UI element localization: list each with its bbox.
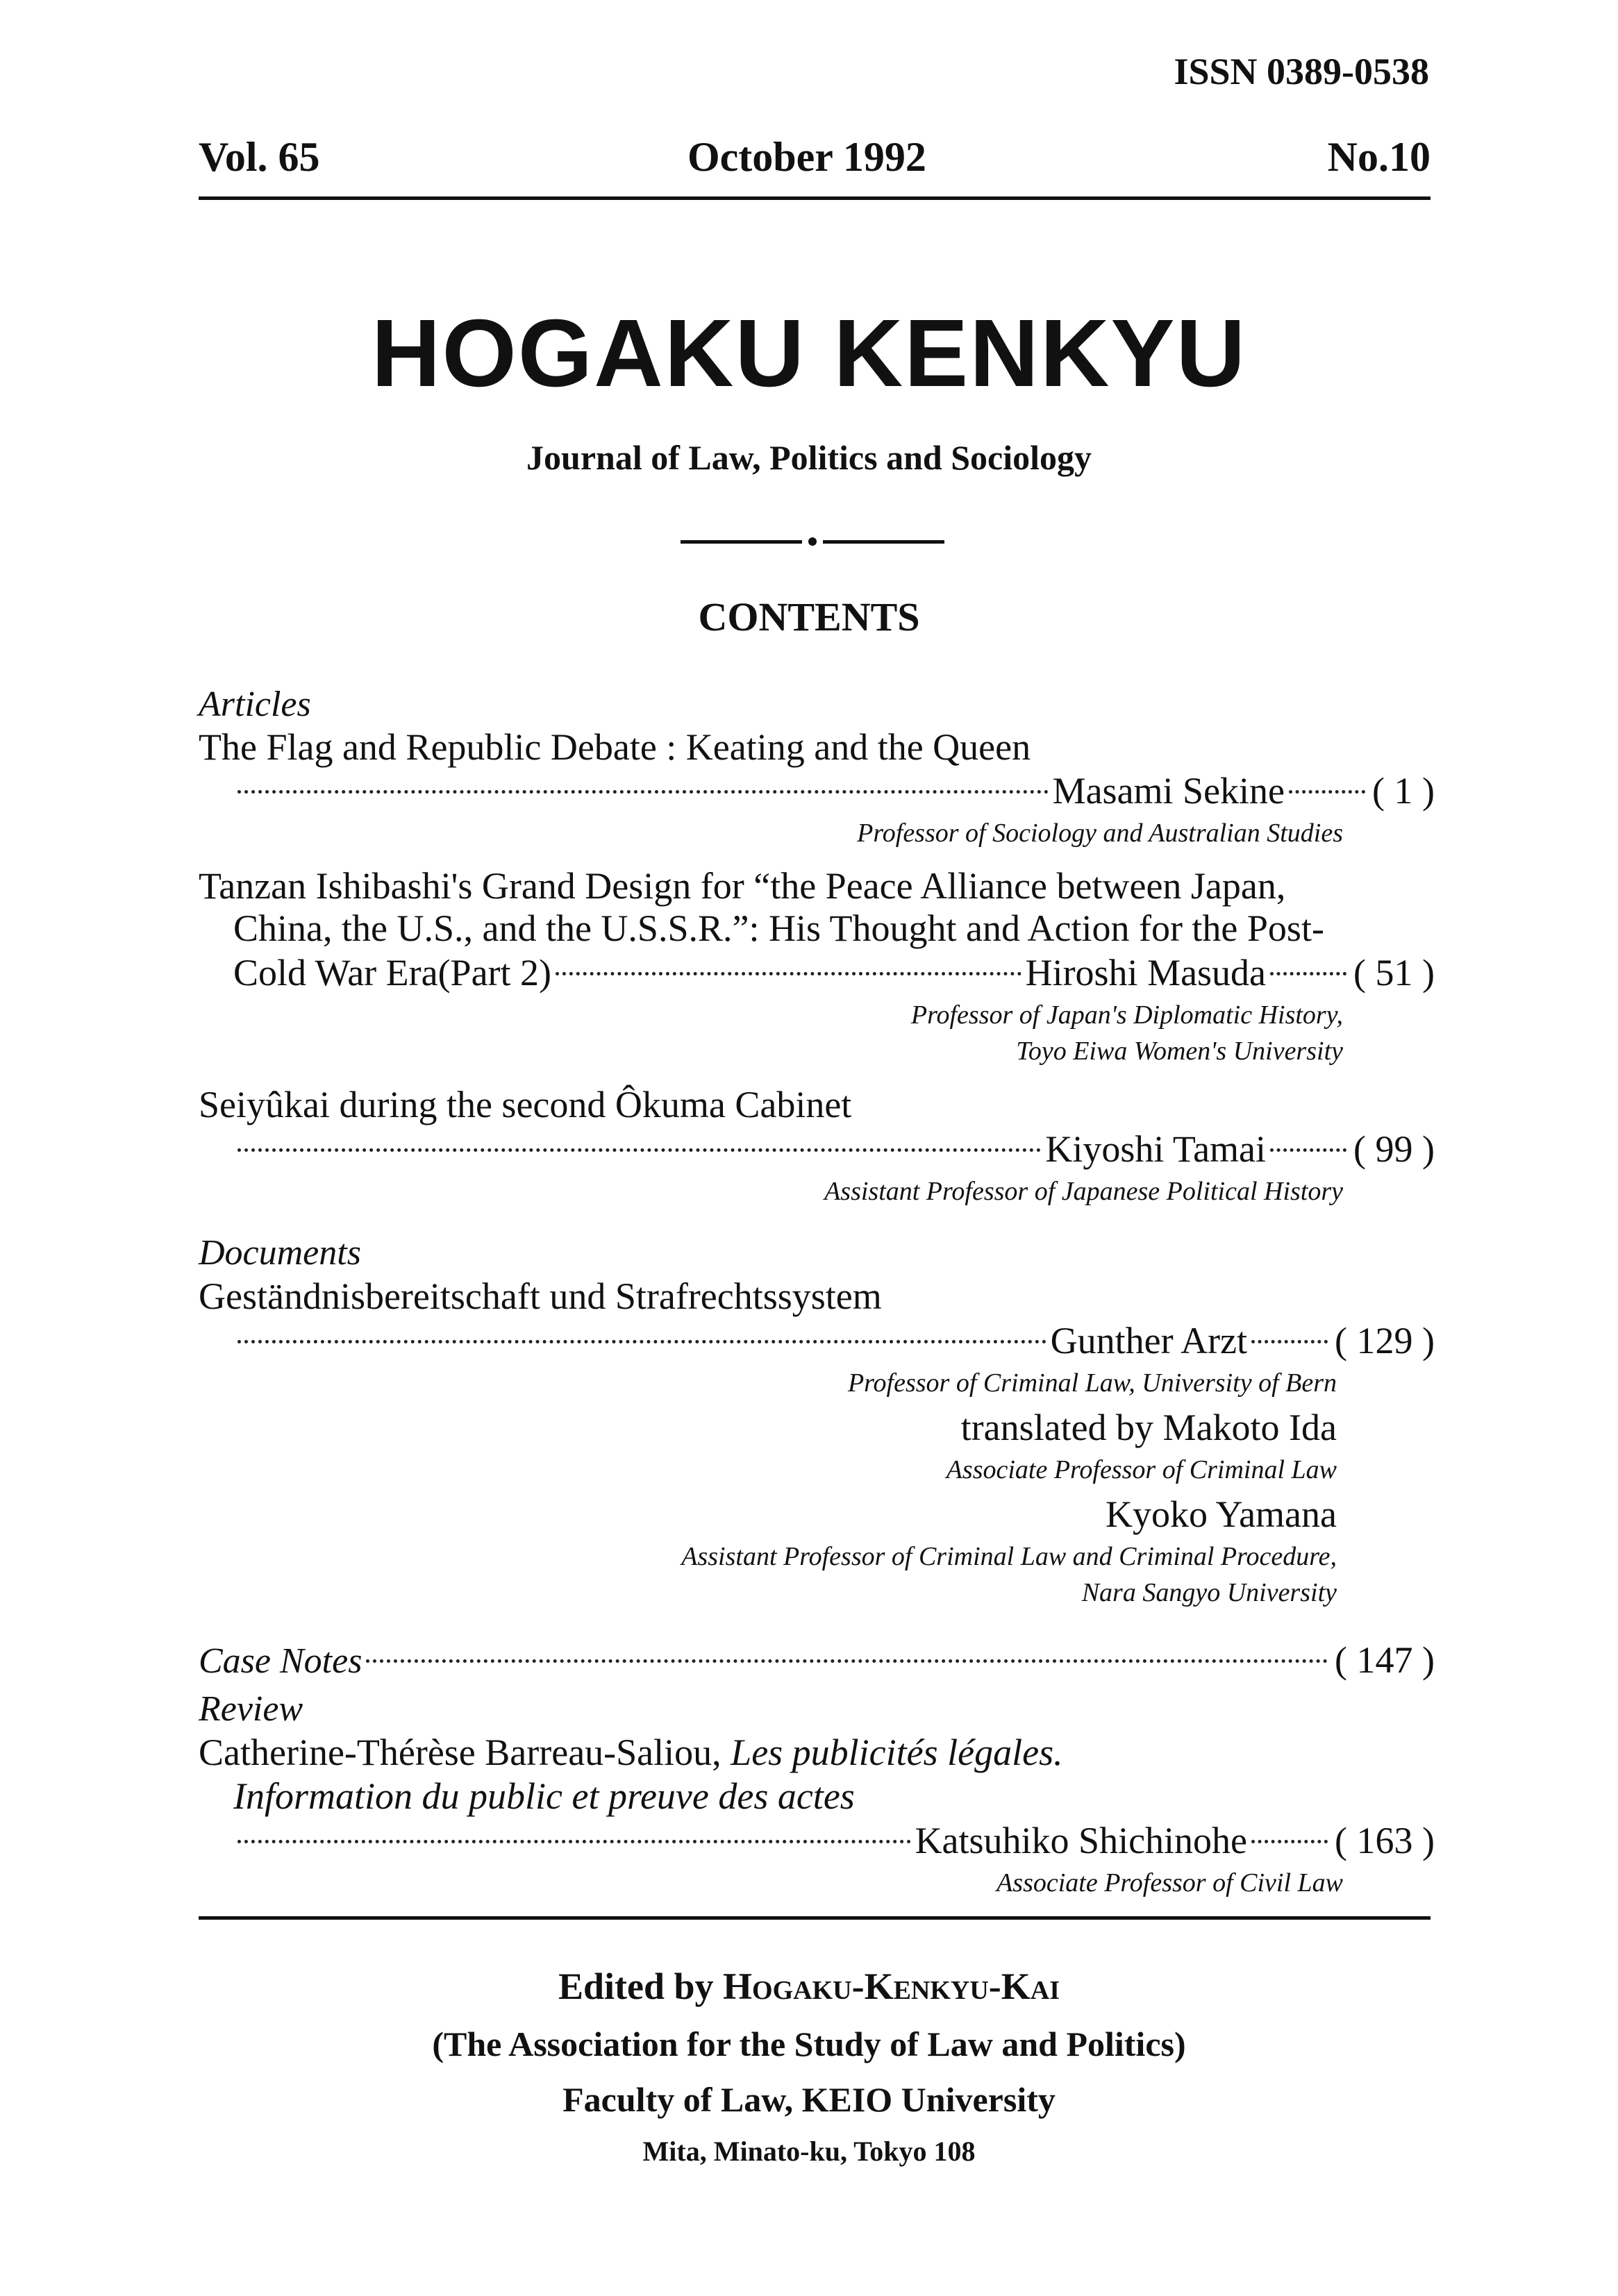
issn: ISSN 0389-0538 <box>1174 51 1429 92</box>
review-1-affiliation: Associate Professor of Civil Law <box>996 1868 1343 1897</box>
section-case-notes: Case Notes <box>199 1641 362 1681</box>
leader-dots <box>556 972 1021 975</box>
article-2-title-line3: Cold War Era(Part 2) <box>233 952 552 994</box>
document-1-translator-2-affiliation-1: Assistant Professor of Criminal Law and Criminal Procedure, <box>681 1542 1337 1571</box>
article-2-row <box>233 951 1435 994</box>
contents-heading: CONTENTS <box>698 594 920 639</box>
section-review: Review <box>199 1689 303 1729</box>
document-1-translator-2-affiliation-2: Nara Sangyo University <box>1081 1578 1337 1607</box>
ornament-dot-icon <box>808 537 817 546</box>
article-3-title: Seiyûkai during the second Ôkuma Cabinet <box>199 1084 852 1125</box>
address: Mita, Minato-ku, Tokyo 108 <box>642 2136 976 2167</box>
article-1-author: Masami Sekine <box>1052 770 1285 812</box>
header-rule <box>199 196 1431 200</box>
faculty-name: Faculty of Law, KEIO University <box>562 2080 1056 2119</box>
edited-by-label: Edited by <box>558 1966 714 2007</box>
editor-line <box>0 1965 1618 2008</box>
review-1-title-line2: Information du public et preuve des actes <box>233 1775 855 1817</box>
document-1-translator-affiliation: Associate Professor of Criminal Law <box>946 1455 1337 1484</box>
volume: Vol. 65 <box>199 134 320 180</box>
article-2-page: ( 51 ) <box>1353 952 1435 994</box>
leader-dots <box>237 1148 1041 1152</box>
article-1-row <box>233 769 1435 812</box>
article-1-title: The Flag and Republic Debate : Keating and the Queen <box>199 726 1031 768</box>
document-1-author: Gunther Arzt <box>1050 1320 1248 1361</box>
review-1-author: Katsuhiko Shichinohe <box>915 1820 1248 1861</box>
article-2-affiliation-2: Toyo Eiwa Women's University <box>1016 1037 1343 1066</box>
article-2-author: Hiroshi Masuda <box>1025 952 1267 994</box>
document-1-row <box>233 1319 1435 1362</box>
issue-number: No.10 <box>1327 134 1431 180</box>
footer-rule <box>199 1916 1431 1920</box>
case-notes-page: ( 147 ) <box>1335 1639 1435 1681</box>
document-1-title: Geständnisbereitschaft und Strafrechtssystem <box>199 1275 882 1317</box>
document-1-page: ( 129 ) <box>1335 1320 1435 1361</box>
leader-dots <box>1289 790 1365 794</box>
association-name: (The Association for the Study of Law and Politics) <box>432 2025 1186 2063</box>
leader-dots <box>1270 1148 1346 1152</box>
leader-dots <box>1270 972 1346 975</box>
article-2-title-line1: Tanzan Ishibashi's Grand Design for “the Peace Alliance between Japan, <box>199 865 1286 907</box>
article-2-affiliation-1: Professor of Japan's Diplomatic History, <box>910 1000 1343 1030</box>
article-1-affiliation: Professor of Sociology and Australian Studies <box>857 819 1343 848</box>
review-1-author-of-work: Catherine-Thérèse Barreau-Saliou, <box>199 1732 722 1773</box>
article-2-title-line2: China, the U.S., and the U.S.S.R.”: His Thought and Action for the Post- <box>233 907 1324 949</box>
leader-dots <box>366 1659 1328 1663</box>
leader-dots <box>237 1840 911 1843</box>
article-3-affiliation: Assistant Professor of Japanese Political History <box>824 1177 1343 1206</box>
review-1-page: ( 163 ) <box>1335 1820 1435 1861</box>
review-1-title-line1 <box>199 1731 1063 1774</box>
case-notes-row <box>199 1639 1435 1682</box>
article-3-page: ( 99 ) <box>1353 1128 1435 1170</box>
leader-dots <box>237 1340 1046 1343</box>
issue-date: October 1992 <box>687 134 926 180</box>
article-3-row <box>233 1128 1435 1171</box>
journal-subtitle: Journal of Law, Politics and Sociology <box>526 438 1092 477</box>
ornament-divider <box>681 535 944 548</box>
document-1-translator-2: Kyoko Yamana <box>1106 1493 1337 1535</box>
document-1-affiliation: Professor of Criminal Law, University of Bern <box>847 1368 1337 1398</box>
document-1-translator: translated by Makoto Ida <box>960 1407 1337 1448</box>
leader-dots <box>1251 1340 1328 1343</box>
article-3-author: Kiyoshi Tamai <box>1045 1128 1267 1170</box>
journal-title: HOGAKU KENKYU <box>371 300 1247 407</box>
editor-name: Hogaku-Kenkyu-Kai <box>723 1966 1060 2007</box>
leader-dots <box>237 790 1049 794</box>
review-1-work-title: Les publicités légales. <box>731 1732 1063 1773</box>
leader-dots <box>1251 1840 1328 1843</box>
section-documents: Documents <box>199 1233 361 1273</box>
section-articles: Articles <box>199 685 311 724</box>
review-1-row <box>233 1819 1435 1862</box>
article-1-page: ( 1 ) <box>1372 770 1435 812</box>
